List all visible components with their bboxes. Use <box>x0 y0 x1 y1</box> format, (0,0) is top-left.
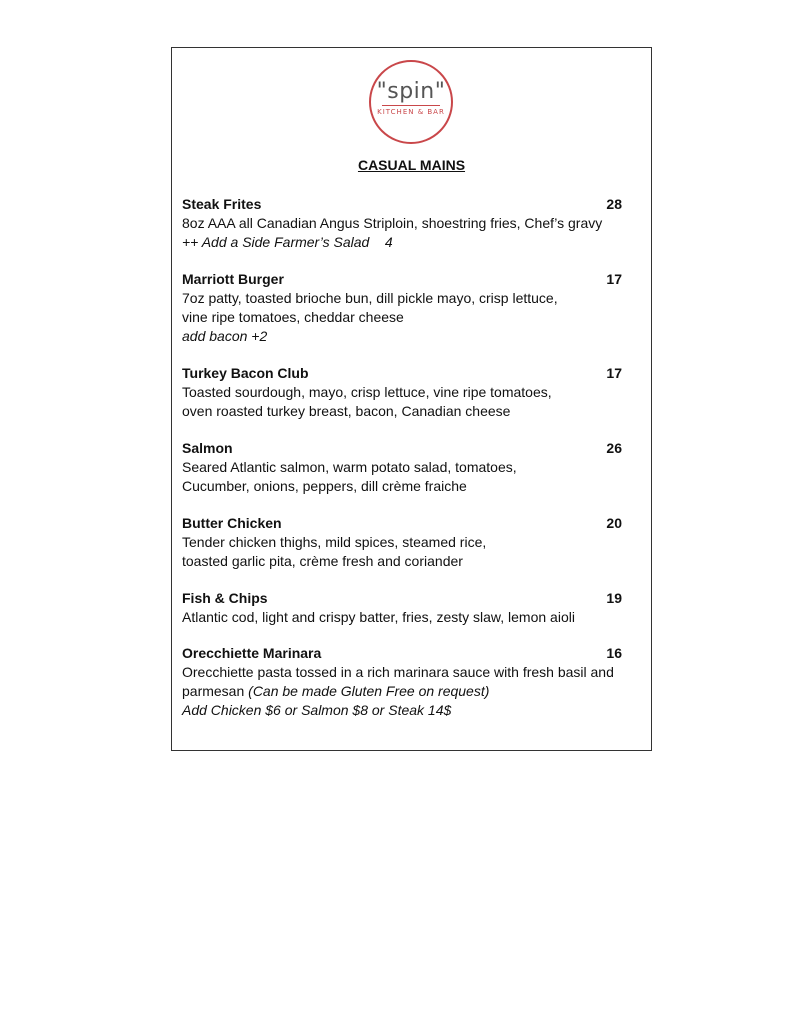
logo-subtitle: KITCHEN & BAR <box>377 108 445 116</box>
item-addon: add bacon +2 <box>182 328 268 344</box>
item-description: 8oz AAA all Canadian Angus Striploin, shoestring fries, Chef’s gravy <box>182 215 603 231</box>
item-description: oven roasted turkey breast, bacon, Canadian cheese <box>182 403 511 419</box>
menu-item-marriott-burger <box>182 270 622 346</box>
logo-wordmark: "spin" <box>376 79 446 104</box>
item-header <box>182 439 622 458</box>
item-price: 20 <box>606 515 622 531</box>
menu-item-fish-and-chips <box>182 589 622 627</box>
item-header <box>182 589 622 608</box>
menu-page <box>171 47 652 751</box>
item-name: Fish & Chips <box>182 590 268 606</box>
item-header <box>182 644 622 663</box>
logo-divider <box>382 105 440 106</box>
item-price: 17 <box>606 365 622 381</box>
item-description-mixed <box>182 682 622 701</box>
item-description: Tender chicken thighs, mild spices, steamed rice, <box>182 534 487 550</box>
item-name: Steak Frites <box>182 196 262 212</box>
item-header <box>182 270 622 289</box>
item-header <box>182 195 622 214</box>
section-title: CASUAL MAINS <box>357 157 466 173</box>
item-description: Seared Atlantic salmon, warm potato salad, tomatoes, <box>182 459 517 475</box>
menu-item-turkey-bacon-club <box>182 364 622 421</box>
menu-item-orecchiette-marinara <box>182 644 622 720</box>
item-price: 16 <box>606 645 622 661</box>
item-description: Atlantic cod, light and crispy batter, fries, zesty slaw, lemon aioli <box>182 609 575 625</box>
menu-item-steak-frites <box>182 195 622 252</box>
item-description: parmesan <box>182 683 249 699</box>
item-description: 7oz patty, toasted brioche bun, dill pickle mayo, crisp lettuce, <box>182 290 558 306</box>
item-note: (Can be made Gluten Free on request) <box>248 683 490 699</box>
item-description: toasted garlic pita, crème fresh and coriander <box>182 553 463 569</box>
item-addon: Add Chicken $6 or Salmon $8 or Steak 14$ <box>182 702 452 718</box>
item-header <box>182 514 622 533</box>
item-price: 28 <box>606 196 622 212</box>
item-header <box>182 364 622 383</box>
item-price: 26 <box>606 440 622 456</box>
menu-item-butter-chicken <box>182 514 622 571</box>
item-name: Marriott Burger <box>182 271 284 287</box>
item-name: Turkey Bacon Club <box>182 365 309 381</box>
item-name: Salmon <box>182 440 233 456</box>
item-price: 19 <box>606 590 622 606</box>
item-description: Toasted sourdough, mayo, crisp lettuce, vine ripe tomatoes, <box>182 384 552 400</box>
item-addon: ++ Add a Side Farmer’s Salad 4 <box>182 234 393 250</box>
item-description: Cucumber, onions, peppers, dill crème fraiche <box>182 478 467 494</box>
item-name: Butter Chicken <box>182 515 282 531</box>
item-name: Orecchiette Marinara <box>182 645 322 661</box>
menu-item-salmon <box>182 439 622 496</box>
item-description: Orecchiette pasta tossed in a rich marinara sauce with fresh basil and <box>182 664 614 680</box>
item-description: vine ripe tomatoes, cheddar cheese <box>182 309 404 325</box>
spin-logo <box>369 60 453 144</box>
item-price: 17 <box>606 271 622 287</box>
